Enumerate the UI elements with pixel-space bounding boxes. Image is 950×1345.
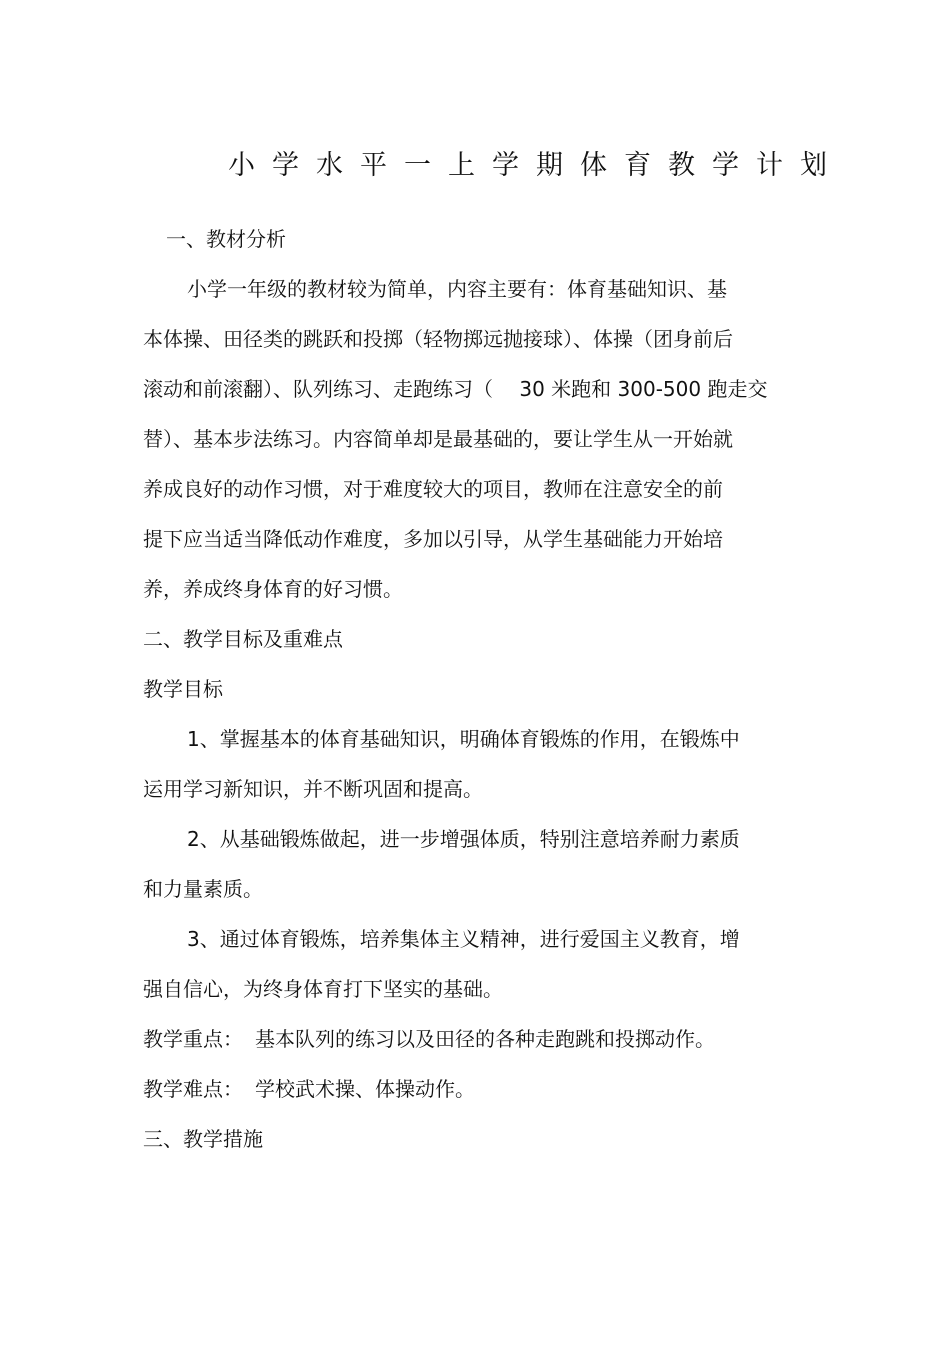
paragraph-line: 养成良好的动作习惯，对于难度较大的项目，教师在注意安全的前 [143, 477, 723, 501]
paragraph-line: 替）、基本步法练习。内容简单却是最基础的，要让学生从一开始就 [143, 427, 733, 451]
goal-item-1-cont: 运用学习新知识，并不断巩固和提高。 [143, 777, 483, 801]
paragraph-line: 提下应当适当降低动作难度，多加以引导，从学生基础能力开始培 [143, 527, 723, 551]
paragraph-line: 滚动和前滚翻）、队列练习、走跑练习（ 30 米跑和 300-500 跑走交 [143, 377, 768, 401]
goal-item-3-cont: 强自信心，为终身体育打下坚实的基础。 [143, 977, 503, 1001]
key-points-text: 基本队列的练习以及田径的各种走跑跳和投掷动作。 [255, 1027, 715, 1051]
section-heading-measures: 三、教学措施 [143, 1127, 263, 1151]
teaching-difficulties [143, 1074, 475, 1104]
difficulties-text: 学校武术操、体操动作。 [255, 1077, 475, 1101]
subheading-goals: 教学目标 [143, 677, 223, 701]
paragraph-line: 小学一年级的教材较为简单，内容主要有：体育基础知识、基 [187, 277, 727, 301]
goal-item-1: 1、掌握基本的体育基础知识，明确体育锻炼的作用，在锻炼中 [187, 727, 740, 751]
goal-item-2-cont: 和力量素质。 [143, 877, 263, 901]
key-points-label: 教学重点： [143, 1027, 243, 1051]
section-heading-materials: 一、教材分析 [166, 227, 286, 251]
goal-item-2: 2、从基础锻炼做起，进一步增强体质，特别注意培养耐力素质 [187, 827, 740, 851]
difficulties-label: 教学难点： [143, 1077, 243, 1101]
document-title: 小学水平一上学期体育教学计划 [228, 150, 844, 181]
paragraph-line: 本体操、田径类的跳跃和投掷（轻物掷远抛接球）、体操（团身前后 [143, 327, 733, 351]
paragraph-line: 养，养成终身体育的好习惯。 [143, 577, 403, 601]
goal-item-3: 3、通过体育锻炼，培养集体主义精神，进行爱国主义教育，增 [187, 927, 740, 951]
section-heading-goals: 二、教学目标及重难点 [143, 627, 343, 651]
teaching-key-points [143, 1024, 715, 1054]
